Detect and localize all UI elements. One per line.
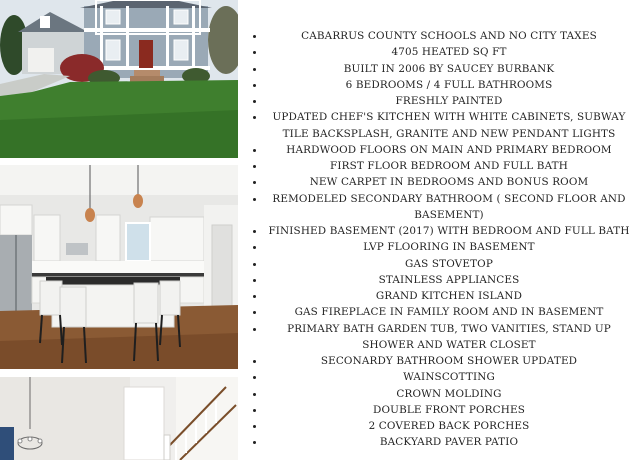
feature-text: BACKYARD PAVER PATIO <box>379 436 519 449</box>
bullet-icon <box>253 230 256 233</box>
bullet-icon <box>253 279 256 282</box>
bullet-icon <box>253 84 256 87</box>
feature-item <box>244 191 636 224</box>
feature-text: PRIMARY BATH GARDEN TUB, TWO VANITIES, STAND UP SHOWER AND WATER CLOSET <box>287 322 611 351</box>
photo-column <box>0 0 238 460</box>
feature-text: SECONARDY BATHROOM SHOWER UPDATED <box>320 355 578 367</box>
feature-text: HARDWOOD FLOORS ON MAIN AND PRIMARY BEDROOM <box>286 143 612 156</box>
bullet-icon <box>253 376 256 379</box>
house-exterior-photo[interactable] <box>0 0 238 158</box>
feature-text: FINISHED BASEMENT (2017) WITH BEDROOM AND FULL BATH <box>268 225 630 237</box>
bullet-icon <box>253 393 256 396</box>
feature-item <box>244 272 636 288</box>
feature-item <box>244 386 636 402</box>
bullet-icon <box>253 311 256 314</box>
bullet-icon <box>253 328 256 331</box>
bullet-icon <box>253 246 256 249</box>
feature-text: REMODELED SECONDARY BATHROOM ( SECOND FLOOR AND BASEMENT) <box>272 192 626 221</box>
feature-item <box>244 321 636 354</box>
bullet-icon <box>253 149 256 152</box>
feature-item <box>244 418 636 434</box>
bullet-icon <box>253 360 256 363</box>
bullet-icon <box>253 295 256 298</box>
bullet-icon <box>253 35 256 38</box>
feature-text: LVP FLOORING IN BASEMENT <box>363 241 535 254</box>
bullet-icon <box>253 263 256 266</box>
feature-item <box>244 158 636 174</box>
feature-list <box>244 28 636 451</box>
kitchen-photo[interactable] <box>0 165 238 369</box>
feature-text: CABARRUS COUNTY SCHOOLS AND NO CITY TAXES <box>301 30 597 42</box>
feature-item <box>244 369 636 385</box>
feature-item <box>244 44 636 60</box>
feature-item <box>244 353 636 369</box>
feature-text: GRAND KITCHEN ISLAND <box>375 290 523 302</box>
feature-item <box>244 256 636 272</box>
feature-item <box>244 174 636 190</box>
bullet-icon <box>253 425 256 428</box>
bullet-icon <box>253 198 256 201</box>
feature-text: GAS FIREPLACE IN FAMILY ROOM AND IN BASEMENT <box>294 306 604 319</box>
feature-text: FRESHLY PAINTED <box>395 95 503 107</box>
feature-text: GAS STOVETOP <box>405 257 493 270</box>
feature-item <box>244 239 636 255</box>
feature-item <box>244 28 636 44</box>
bullet-icon <box>253 181 256 184</box>
feature-text: NEW CARPET IN BEDROOMS AND BONUS ROOM <box>309 176 589 189</box>
feature-text: FIRST FLOOR BEDROOM AND FULL BATH <box>330 160 568 172</box>
feature-text: UPDATED CHEF'S KITCHEN WITH WHITE CABINETS, SUBWAY TILE BACKSPLASH, GRANITE AND NEW PENDANT LIGHTS <box>272 111 626 140</box>
feature-text: 6 BEDROOMS / 4 FULL BATHROOMS <box>345 78 553 91</box>
feature-item <box>244 304 636 320</box>
feature-text: 2 COVERED BACK PORCHES <box>368 420 530 432</box>
feature-item <box>244 223 636 239</box>
feature-text: WAINSCOTTING <box>403 371 495 384</box>
feature-item <box>244 93 636 109</box>
feature-item <box>244 77 636 93</box>
bullet-icon <box>253 100 256 103</box>
staircase-photo[interactable] <box>0 377 238 460</box>
feature-text: 4705 HEATED SQ FT <box>391 46 507 59</box>
feature-text: STAINLESS APPLIANCES <box>378 273 520 286</box>
bullet-icon <box>253 409 256 412</box>
feature-item <box>244 61 636 77</box>
feature-item <box>244 142 636 158</box>
bullet-icon <box>253 165 256 168</box>
bullet-icon <box>253 51 256 54</box>
feature-item <box>244 402 636 418</box>
bullet-icon <box>253 441 256 444</box>
feature-item <box>244 434 636 450</box>
feature-text: CROWN MOLDING <box>396 387 502 400</box>
feature-text: DOUBLE FRONT PORCHES <box>373 403 525 416</box>
bullet-icon <box>253 68 256 71</box>
bullet-icon <box>253 116 256 119</box>
feature-text: BUILT IN 2006 BY SAUCEY BURBANK <box>343 62 555 75</box>
feature-item <box>244 288 636 304</box>
feature-item <box>244 109 636 142</box>
